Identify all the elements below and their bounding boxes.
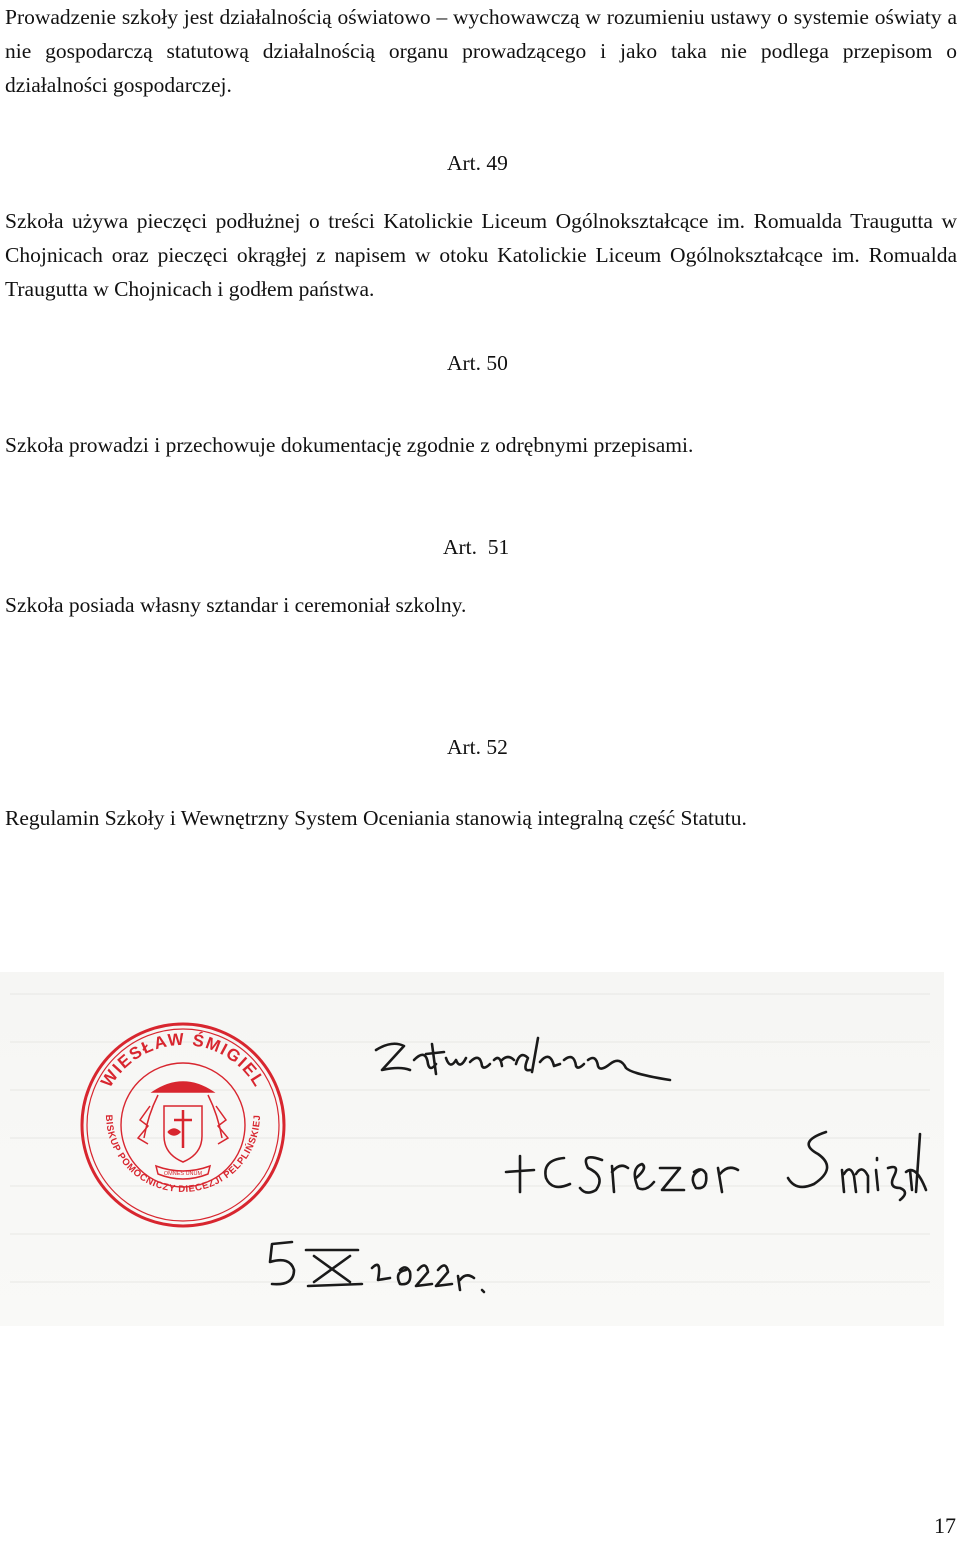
article-51-text: Szkoła posiada własny sztandar i ceremoniał szkolny.	[5, 593, 467, 617]
signature-zatwierdzam	[370, 1030, 700, 1100]
seal-inner-text: BISKUP POMOCNICZY DIECEZJI PELPLIŃSKIEJ	[102, 1114, 264, 1196]
article-52-text: Regulamin Szkoły i Wewnętrzny System Oceniania stanowią integralną część Statutu.	[5, 806, 747, 830]
article-51-heading: Art. 51	[443, 535, 510, 559]
signature-date	[262, 1232, 522, 1304]
intro-paragraph: Prowadzenie szkoły jest działalnością oświatowo – wychowawczą w rozumieniu ustawy o systemie oświaty a nie gospodarczą statutową działalnością organu prowadzącego i jako taka nie podlega przepisom o działalności gospodarczej.	[5, 5, 957, 97]
article-49-heading: Art. 49	[447, 151, 508, 175]
article-52-heading: Art. 52	[447, 735, 508, 759]
seal-coat-of-arms	[138, 1082, 228, 1179]
page-number: 17	[934, 1513, 956, 1538]
article-50-text: Szkoła prowadzi i przechowuje dokumentację zgodnie z odrębnymi przepisami.	[5, 433, 694, 457]
seal-outer-text: WIESŁAW ŚMIGIEL	[97, 1029, 269, 1091]
article-49-text: Szkoła używa pieczęci podłużnej o treści Katolickie Liceum Ogólnokształcące im. Romualda Traugutta w Chojnicach oraz pieczęci okrągłej z napisem w otoku Katolickie Liceum Ogólnokształcące im. Romualda Traugutta w Chojnicach i godłem państwa.	[5, 209, 957, 301]
signature-bishop	[496, 1112, 936, 1202]
seal-motto: OMNES UNUM	[163, 1171, 203, 1177]
bishop-seal	[78, 1020, 288, 1230]
article-50-heading: Art. 50	[447, 351, 508, 375]
